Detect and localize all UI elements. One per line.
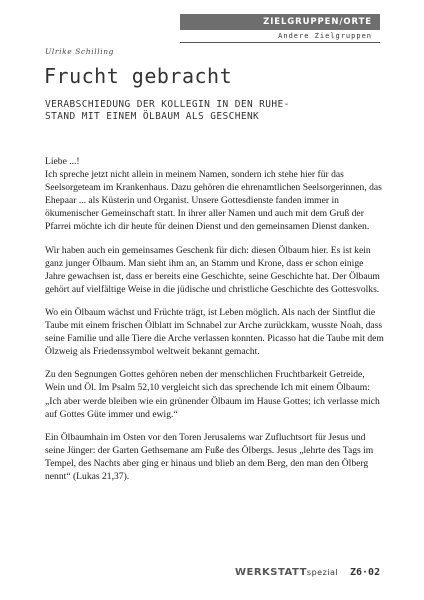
subtitle-line-1: VERABSCHIEDUNG DER KOLLEGIN IN DEN RUHE- (45, 99, 290, 110)
page-code: Z6·02 (350, 567, 381, 578)
article-body (45, 155, 385, 493)
author-name: Ulrike Schilling (45, 47, 115, 56)
category-label: ZIELGRUPPEN/ORTE (180, 14, 380, 30)
body-paragraph (45, 155, 385, 234)
body-paragraph: Wir haben auch ein gemeinsames Geschenk für dich: diesen Ölbaum hier. Es ist kein ganz junger Ölbaum. Man sieht ihm an, an Stamm und Krone, dass er schon einige Jahre gewachsen ist, dass er bereits eine Geschichte, seine Geschichte hat. Der Ölbaum gehört auf vielfältige Weise in die jüdische und christliche Geschichte des Gottesvolks. (45, 244, 380, 295)
article-title: Frucht gebracht (44, 64, 233, 88)
article-subtitle (45, 99, 365, 123)
section-header (180, 14, 380, 43)
publication-brand (235, 567, 338, 578)
subcategory-label: Andere Zielgruppen (180, 30, 380, 43)
body-paragraph: Wo ein Ölbaum wächst und Früchte trägt, ist Leben möglich. Als nach der Sintflut die Taube mit einem frischen Ölblatt im Schnabel zur Arche zurückkam, wusste Noah, dass seine Familie und alle Tiere die Arche verlassen konnten. Picasso hat die Taube mit dem Ölzweig als Friedenssymbol weltweit bekannt gemacht. (45, 306, 384, 358)
brand-suffix: spezial (306, 568, 339, 577)
paragraph-text: Ich spreche jetzt nicht allein in meinem Namen, sondern ich stehe hier für das Seelsorgeteam im Krankenhaus. Dazu gehören die ehrenamtlichen Seelsorgerinnen, das Ehepaar ... als Küsterin und Organist. Unsere Gottesdienste fanden immer in ökumenischer Gemeinschaft statt. In ihrer aller Namen und auch mit dem Gruß der Pfarrei möchte ich dir heute für deinen Dienst und den gemeinsamen Dienst danken. (45, 169, 382, 233)
brand-name: WERKSTATT (235, 567, 307, 578)
subtitle-line-2: STAND MIT EINEM ÖLBAUM ALS GESCHENK (45, 111, 260, 122)
salutation: Liebe ...! (45, 156, 80, 167)
body-paragraph: Ein Ölbaumhain im Osten vor den Toren Jerusalems war Zufluchtsort für Jesus und seine Jünger: der Garten Gethsemane am Fuße des Ölbergs. Jesus „lehrte des Tags im Tempel, des Nachts aber ging er hinaus und blieb an dem Berg, den man den Ölberg nennt“ (Lukas 21,37). (45, 431, 374, 482)
body-paragraph: Zu den Segnungen Gottes gehören neben der menschlichen Fruchtbarkeit Getreide, Wein und Öl. Im Psalm 52,10 vergleicht sich das sprechende Ich mit einem Ölbaum: „Ich aber werde bleiben wie ein grünender Ölbaum im Hause Gottes; ich verlasse mich auf Gottes Güte immer und ewig.“ (45, 369, 380, 420)
